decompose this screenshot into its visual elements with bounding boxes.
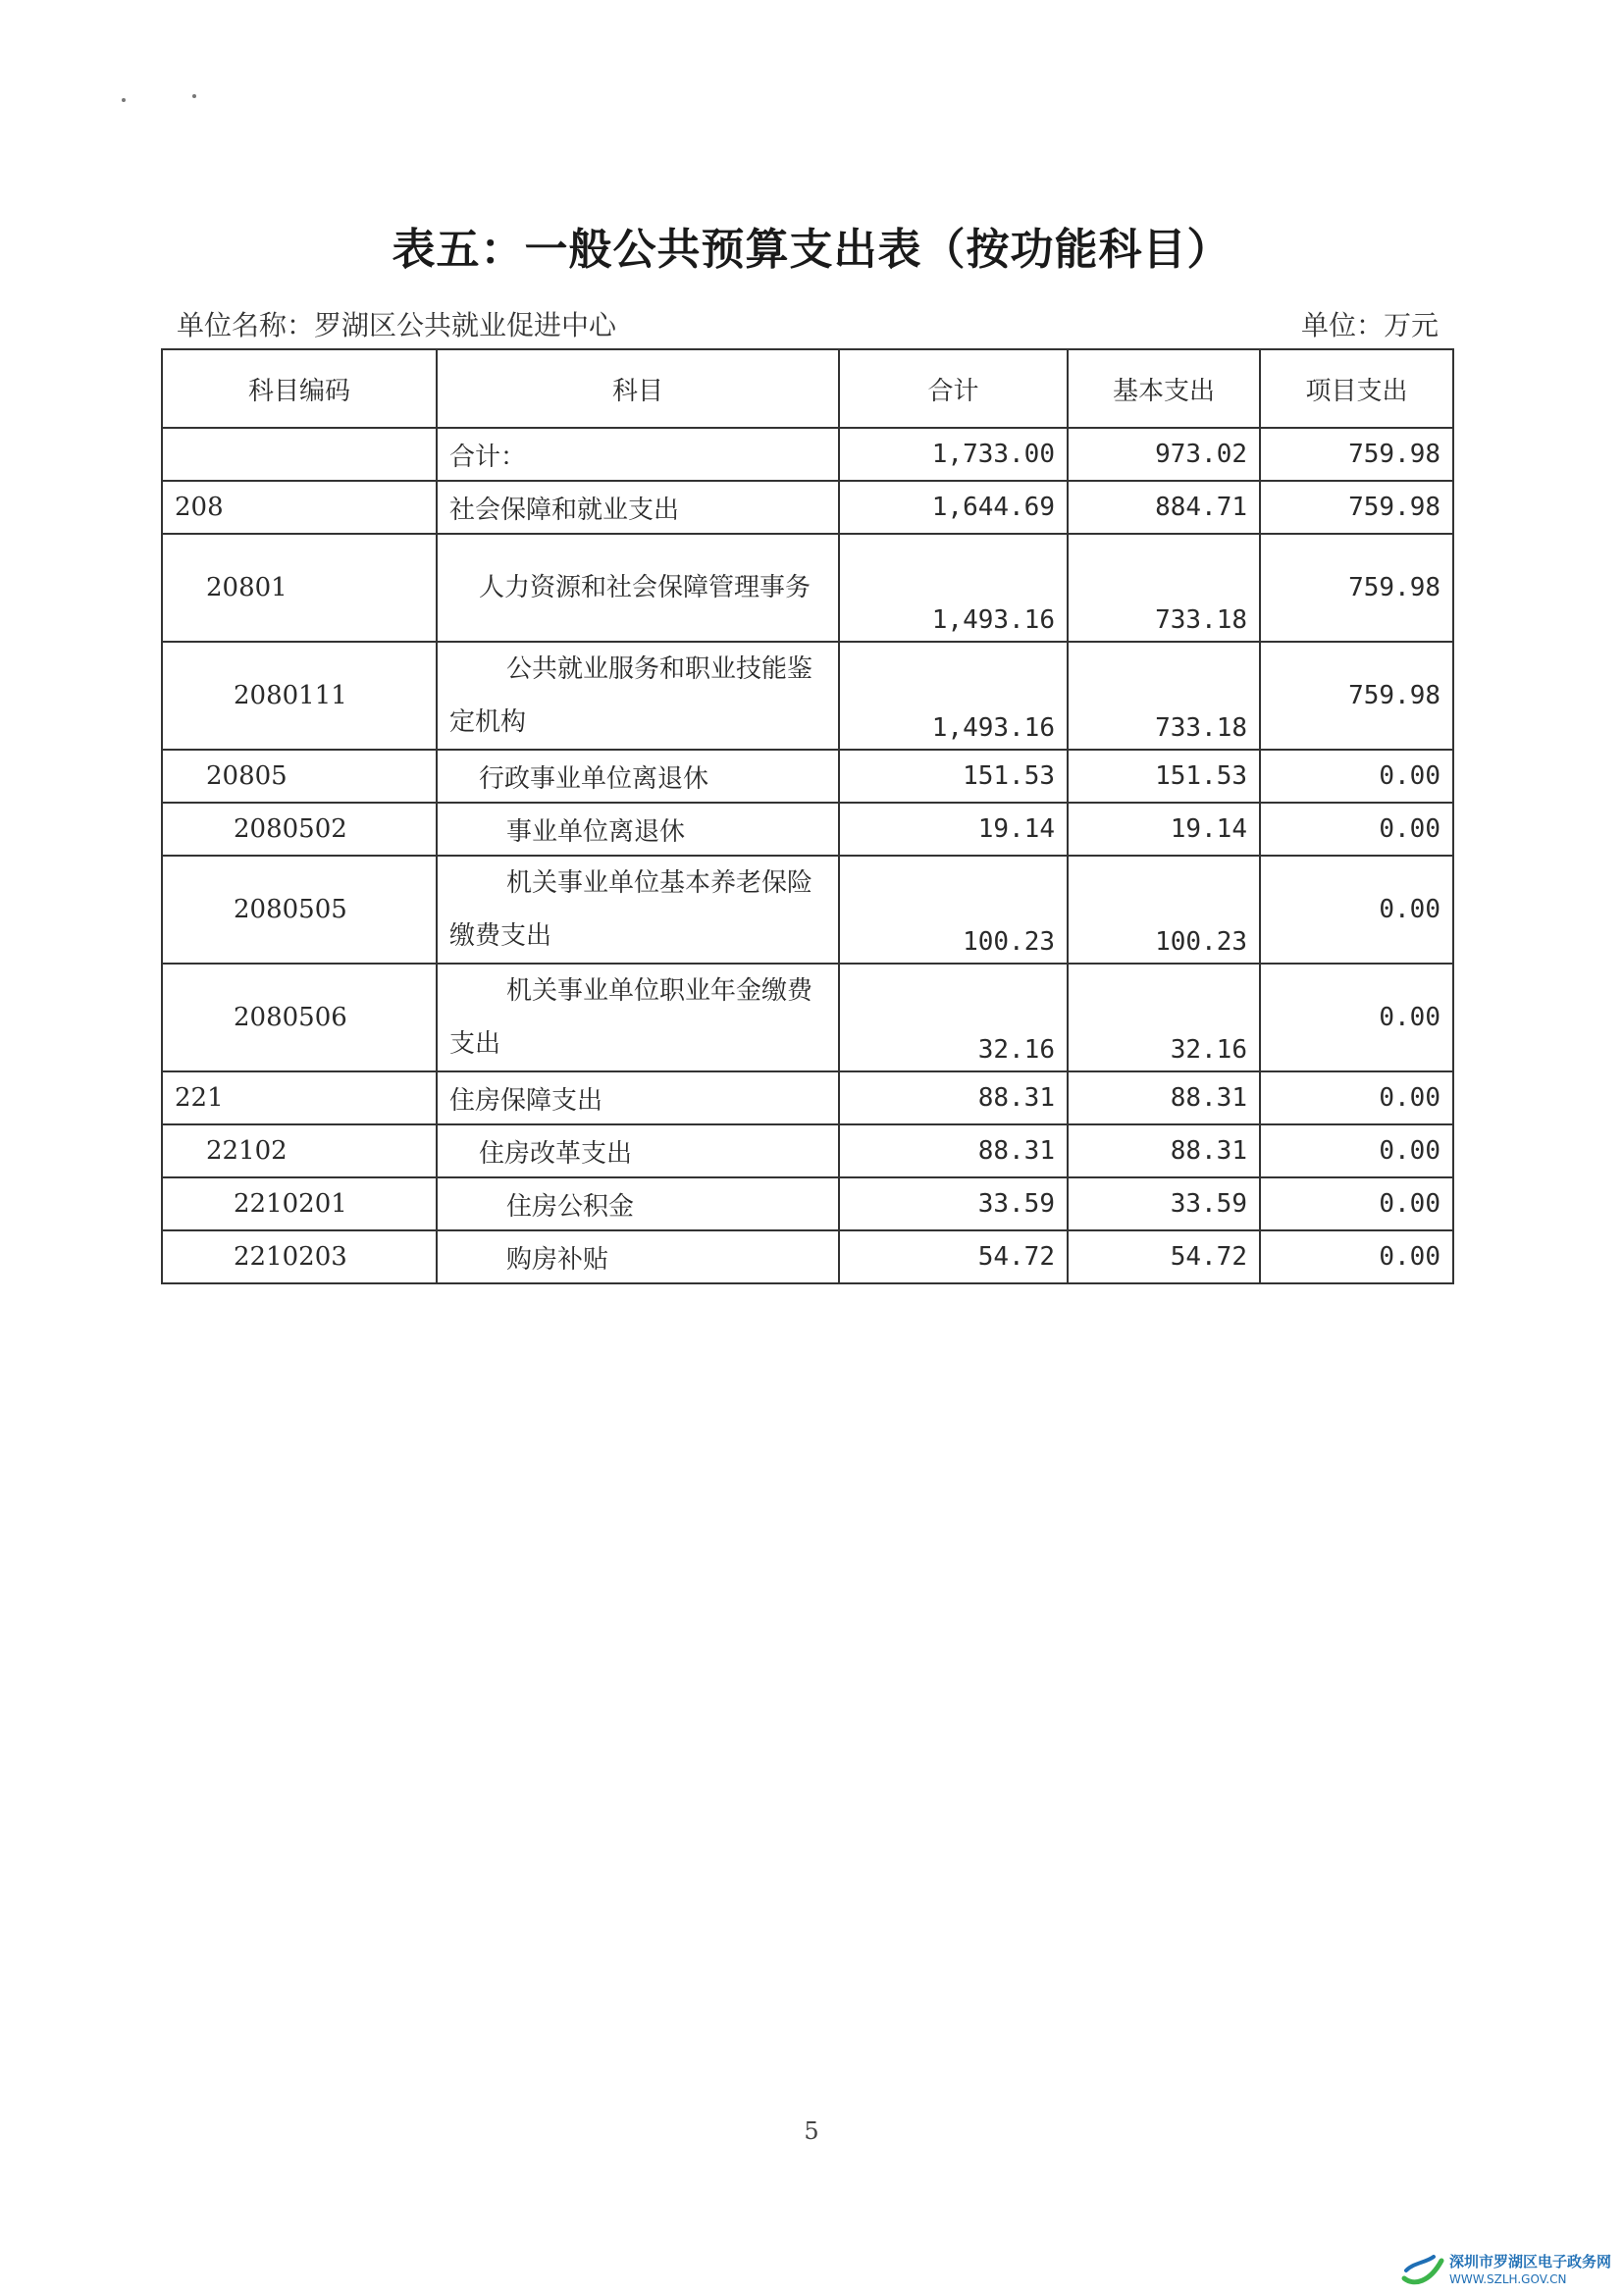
table-row xyxy=(162,534,1453,642)
col-header-basic: 基本支出 xyxy=(1068,349,1260,428)
table-row xyxy=(162,856,1453,964)
row-code: 2080506 xyxy=(162,964,437,1071)
table-row xyxy=(162,964,1453,1071)
table-row xyxy=(162,481,1453,534)
row-subject: 社会保障和就业支出 xyxy=(437,481,839,534)
row-basic: 733.18 xyxy=(1068,534,1260,642)
row-project: 759.98 xyxy=(1260,481,1453,534)
col-header-code: 科目编码 xyxy=(162,349,437,428)
row-total: 88.31 xyxy=(839,1071,1068,1124)
row-code: 20801 xyxy=(162,534,437,642)
col-header-total: 合计 xyxy=(839,349,1068,428)
row-basic: 151.53 xyxy=(1068,750,1260,803)
row-total: 32.16 xyxy=(839,964,1068,1071)
row-project: 0.00 xyxy=(1260,1230,1453,1283)
row-basic: 733.18 xyxy=(1068,642,1260,750)
row-subject: 合计： xyxy=(437,428,839,481)
table-row xyxy=(162,428,1453,481)
row-basic: 19.14 xyxy=(1068,803,1260,856)
row-code: 22102 xyxy=(162,1124,437,1177)
row-project: 0.00 xyxy=(1260,1124,1453,1177)
row-project: 0.00 xyxy=(1260,750,1453,803)
swoosh-logo-icon xyxy=(1400,2253,1445,2288)
row-total: 88.31 xyxy=(839,1124,1068,1177)
row-total: 54.72 xyxy=(839,1230,1068,1283)
row-code: 221 xyxy=(162,1071,437,1124)
col-header-subject: 科目 xyxy=(437,349,839,428)
row-subject: 机关事业单位职业年金缴费支出 xyxy=(437,964,839,1071)
row-project: 0.00 xyxy=(1260,1071,1453,1124)
row-project: 759.98 xyxy=(1260,534,1453,642)
row-total: 33.59 xyxy=(839,1177,1068,1230)
row-code: 20805 xyxy=(162,750,437,803)
row-project: 0.00 xyxy=(1260,1177,1453,1230)
row-subject: 事业单位离退休 xyxy=(437,803,839,856)
scan-speck xyxy=(122,98,126,102)
row-basic: 32.16 xyxy=(1068,964,1260,1071)
row-subject: 住房公积金 xyxy=(437,1177,839,1230)
col-header-project: 项目支出 xyxy=(1260,349,1453,428)
watermark-site-name: 深圳市罗湖区电子政务网 xyxy=(1448,2253,1611,2270)
page-title: 表五：一般公共预算支出表（按功能科目） xyxy=(392,225,1231,275)
row-total: 151.53 xyxy=(839,750,1068,803)
row-code xyxy=(162,428,437,481)
budget-table xyxy=(161,348,1454,1284)
row-project: 0.00 xyxy=(1260,803,1453,856)
row-project: 0.00 xyxy=(1260,964,1453,1071)
row-total: 19.14 xyxy=(839,803,1068,856)
row-subject: 公共就业服务和职业技能鉴定机构 xyxy=(437,642,839,750)
row-total: 1,493.16 xyxy=(839,534,1068,642)
row-basic: 88.31 xyxy=(1068,1124,1260,1177)
row-subject: 人力资源和社会保障管理事务 xyxy=(437,534,839,642)
table-row xyxy=(162,750,1453,803)
watermark-url: WWW.SZLH.GOV.CN xyxy=(1448,2272,1567,2286)
page-number: 5 xyxy=(804,2117,819,2145)
row-project: 759.98 xyxy=(1260,428,1453,481)
row-code: 2080111 xyxy=(162,642,437,750)
row-project: 0.00 xyxy=(1260,856,1453,964)
row-subject: 机关事业单位基本养老保险缴费支出 xyxy=(437,856,839,964)
row-subject: 住房保障支出 xyxy=(437,1071,839,1124)
table-row xyxy=(162,1230,1453,1283)
row-basic: 33.59 xyxy=(1068,1177,1260,1230)
row-code: 208 xyxy=(162,481,437,534)
watermark xyxy=(1400,2253,1611,2288)
row-project: 759.98 xyxy=(1260,642,1453,750)
row-total: 100.23 xyxy=(839,856,1068,964)
row-total: 1,733.00 xyxy=(839,428,1068,481)
row-code: 2080505 xyxy=(162,856,437,964)
row-basic: 884.71 xyxy=(1068,481,1260,534)
row-subject: 住房改革支出 xyxy=(437,1124,839,1177)
row-basic: 973.02 xyxy=(1068,428,1260,481)
row-subject: 行政事业单位离退休 xyxy=(437,750,839,803)
unit-name-label: 单位名称：罗湖区公共就业促进中心 xyxy=(177,309,617,341)
row-code: 2080502 xyxy=(162,803,437,856)
row-code: 2210203 xyxy=(162,1230,437,1283)
scan-speck xyxy=(192,94,196,98)
row-total: 1,644.69 xyxy=(839,481,1068,534)
table-row xyxy=(162,1124,1453,1177)
unit-label: 单位：万元 xyxy=(1300,309,1439,341)
row-basic: 54.72 xyxy=(1068,1230,1260,1283)
table-row xyxy=(162,1177,1453,1230)
row-basic: 100.23 xyxy=(1068,856,1260,964)
row-total: 1,493.16 xyxy=(839,642,1068,750)
row-code: 2210201 xyxy=(162,1177,437,1230)
table-row xyxy=(162,1071,1453,1124)
table-header-row xyxy=(162,349,1453,428)
row-subject: 购房补贴 xyxy=(437,1230,839,1283)
table-row xyxy=(162,642,1453,750)
table-row xyxy=(162,803,1453,856)
row-basic: 88.31 xyxy=(1068,1071,1260,1124)
